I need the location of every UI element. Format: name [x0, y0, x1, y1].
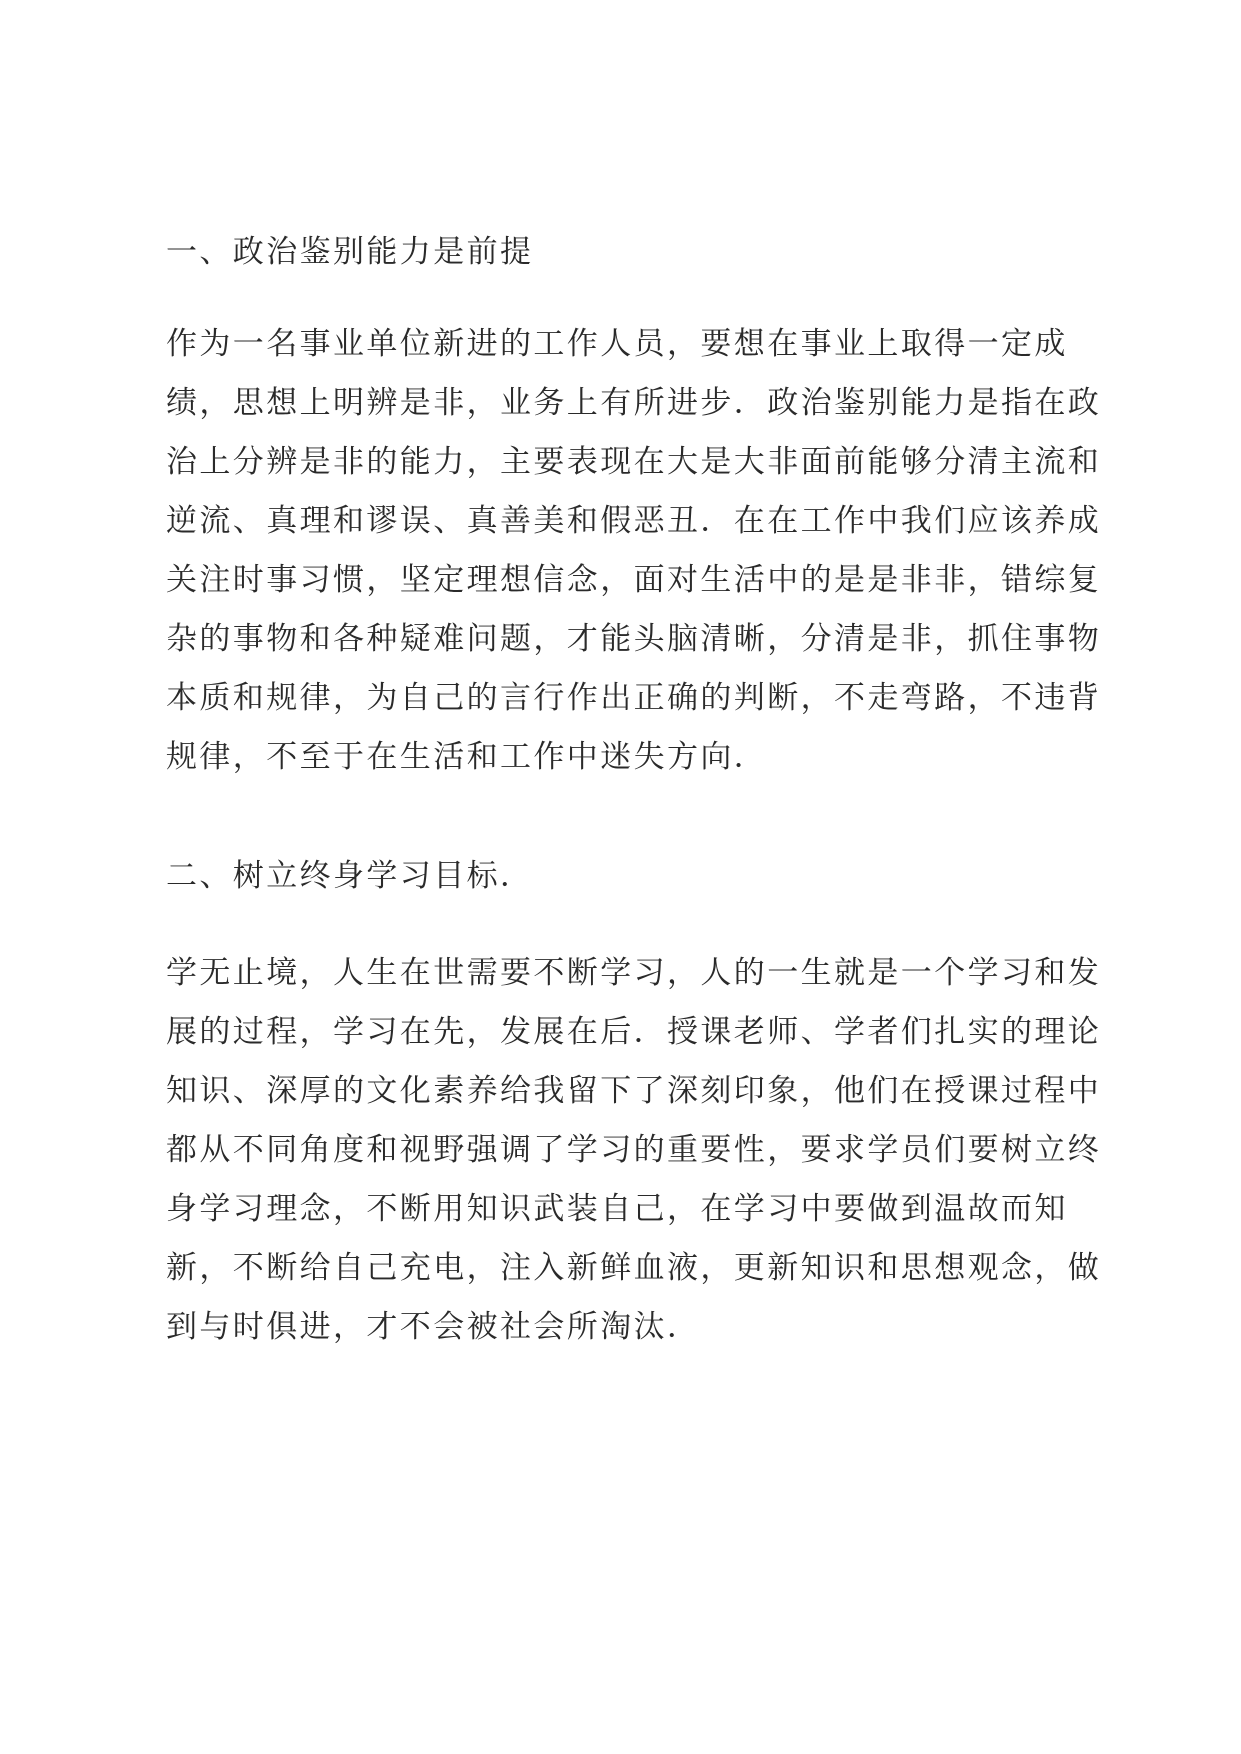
section-2-line-6: 新，不断给自己充电，注入新鲜血液，更新知识和思想观念，做 [166, 1250, 1102, 1286]
section-2-line-3: 知识、深厚的文化素养给我留下了深刻印象，他们在授课过程中 [166, 1073, 1102, 1109]
section-2-line-7: 到与时俱进，才不会被社会所淘汰． [166, 1309, 701, 1345]
section-2-line-2: 展的过程，学习在先，发展在后．授课老师、学者们扎实的理论 [166, 1014, 1102, 1050]
section-1-line-5: 关注时事习惯，坚定理想信念，面对生活中的是是非非，错综复 [166, 562, 1102, 598]
section-1-line-6: 杂的事物和各种疑难问题，才能头脑清晰，分清是非，抓住事物 [166, 621, 1102, 657]
section-1-heading: 一、政治鉴别能力是前提 [166, 234, 534, 270]
section-2-line-5: 身学习理念，不断用知识武装自己，在学习中要做到温故而知 [166, 1191, 1068, 1227]
section-2-line-4: 都从不同角度和视野强调了学习的重要性，要求学员们要树立终 [166, 1132, 1102, 1168]
section-1-line-8: 规律，不至于在生活和工作中迷失方向． [166, 739, 768, 775]
section-1-line-1: 作为一名事业单位新进的工作人员，要想在事业上取得一定成 [166, 326, 1068, 362]
section-2-line-1: 学无止境，人生在世需要不断学习，人的一生就是一个学习和发 [166, 955, 1102, 991]
section-1-line-7: 本质和规律，为自己的言行作出正确的判断，不走弯路，不违背 [166, 680, 1102, 716]
section-2-heading: 二、树立终身学习目标． [166, 858, 534, 894]
section-1-line-2: 绩，思想上明辨是非，业务上有所进步．政治鉴别能力是指在政 [166, 385, 1102, 421]
section-1-line-4: 逆流、真理和谬误、真善美和假恶丑．在在工作中我们应该养成 [166, 503, 1102, 539]
section-1-line-3: 治上分辨是非的能力，主要表现在大是大非面前能够分清主流和 [166, 444, 1102, 480]
